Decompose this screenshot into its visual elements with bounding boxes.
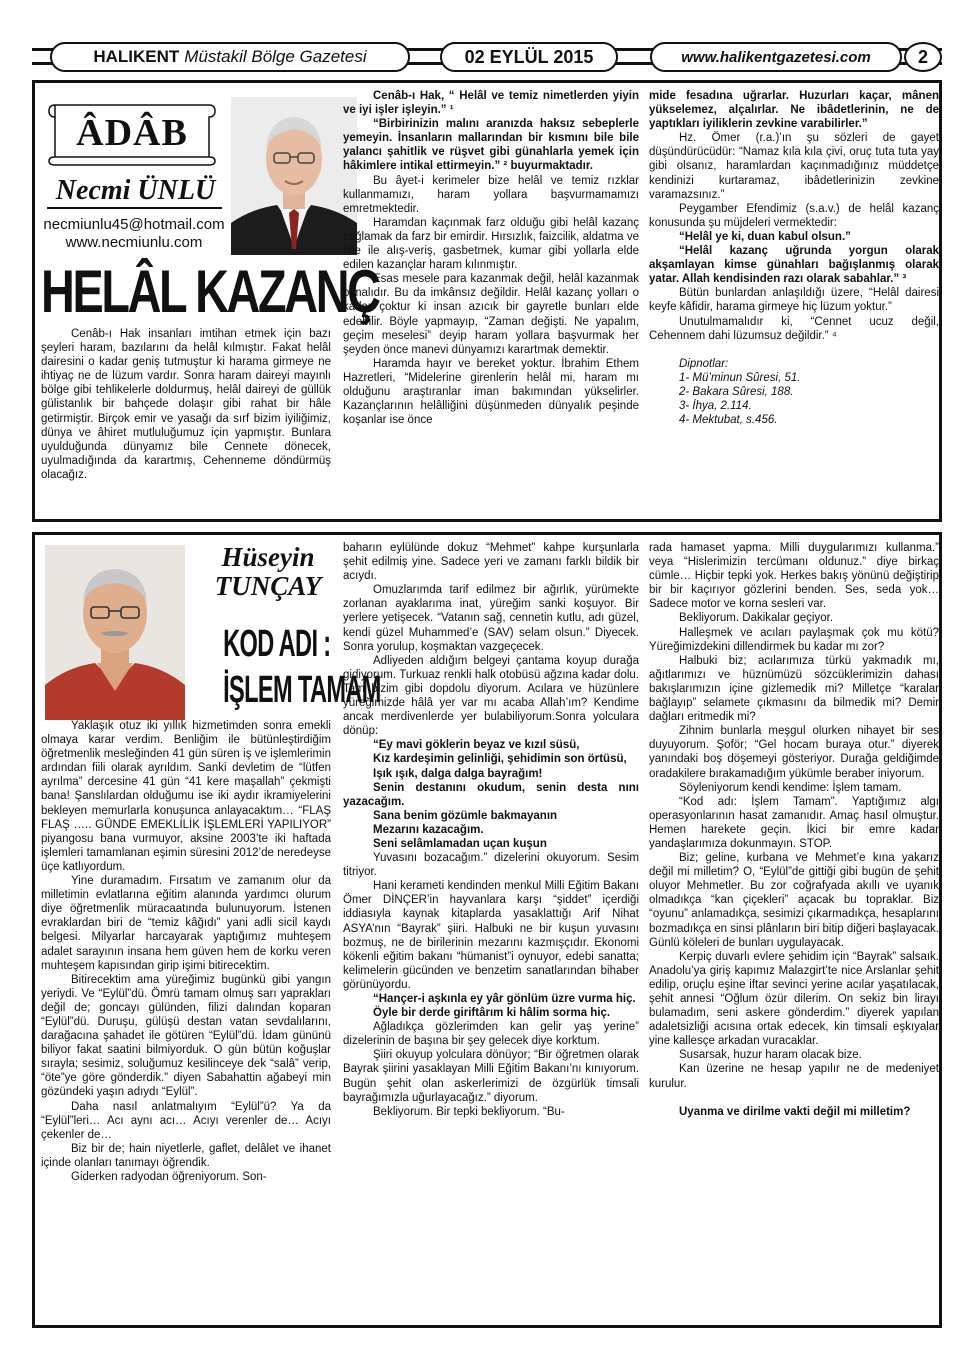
paper-name-pill	[50, 42, 410, 72]
article1-column-2	[343, 89, 639, 517]
title-line: KOD ADI :	[223, 623, 331, 665]
paragraph: Yine duramadım. Fırsatım ve zamanım olur da milletimin evlatlarına eğitim alanında yardımcı olurum diye öğretmenlik müracaatında bulunuyorum. İstenen evraklardan biri de “temiz kâğıdı” yani adli sicil kaydı belgesi. Milyarlar harcayarak yaptığımız muhteşem adalet sarayının insana hem güven hem de korku veren muhteşem kapısından girip işimi bitirecektim.	[41, 875, 331, 972]
paragraph: “Helâl kazanç uğrunda yorgun olarak akşamlayan kimse günahları bağışlanmış olarak yatar. Allah kendisinden razı olarak sabahlar.” ³	[649, 245, 939, 286]
paper-subtitle: Müstakil Bölge Gazetesi	[184, 47, 367, 66]
author-website: www.necmiunlu.com	[65, 234, 203, 251]
author-last-name: TUNÇAY	[214, 571, 322, 601]
paragraph: Haramda hayır ve bereket yoktur. İbrahim Ethem Hazretleri, “Midelerine girenlerin helâl mi, haram mı olduğunu araştıranlar iman bakımından yükselirler. Kazançlarının helâlliğini düşünmeden dünyalık peşinde koşanlar ise önce	[343, 357, 639, 427]
paragraph: Biz bir de; hain niyetlerle, gaflet, delâlet ve ihanet içinde olanları tanımayı öğrendik.	[41, 1142, 331, 1169]
paragraph: Yaklaşık otuz iki yıllık hizmetimden sonra emekli olmaya karar verdim. Benliğim ile bütünleştirdiğim öğretmenlik mesleğinden 41 gün süren iş ve işlemlerimin ardından fiili olarak ayrıldım. Sanki devletim de “lütfen ayrılma” dercesine 41 gün “41 kere maşallah” çekmişti bana! Şanslılardan olduğumu ise iki aydır ikramiyelerini bekleyen memurlarla konuşunca anlayacaktım… “FLAŞ FLAŞ ….. GÜNDE EMEKLİLİK İŞLEMLERİ YAPILIYOR” piyangosu bana vurmuyor, aksine 2003’te iki haftada işlemleri tamamlanan eşimin süresini 2012’de neredeyse üçe katlıyordum.	[41, 720, 331, 873]
poem-line: Senin destanını okudum, senin desta nını yazacağım.	[343, 781, 639, 808]
paragraph: mide fesadına uğrarlar. Huzurları kaçar, mânen yükselemez, alçalırlar. Ne ibâdetlerinin, ne de yaptıkları iyiliklerin zevkine varabilirler.”	[649, 90, 939, 131]
author-name: Necmi ÜNLÜ	[55, 175, 216, 206]
author-photo	[231, 97, 357, 255]
section-logo: ÂDÂB	[76, 112, 188, 154]
poem-line: Yuvasını bozacağım.” dizelerini okuyorum. Sesim titriyor.	[343, 852, 639, 879]
author-name	[193, 543, 343, 601]
paragraph: Bütün bunlardan anlaşıldığı üzere, “Helâl dairesi keyfe kâfidir, harama girmeye hiç lüzum yoktur.”	[649, 287, 939, 314]
paragraph: Bekliyorum. Bir tepki bekliyorum. “Bu-	[373, 1105, 565, 1118]
article1-column-1	[41, 327, 331, 517]
paragraph: Bu âyet-i kerimeler bize helâl ve temiz rızklar kullanmamızı, haram yollara başvurmamamızı emretmektedir.	[343, 174, 639, 215]
footnote: 2- Bakara Sûresi, 188.	[679, 385, 794, 398]
paragraph: Biz; geline, kurbana ve Mehmet’e kına yakarız değil mi milletim? O, “Eylül”de gittiği gibi bugün de şehit oluyor Mehmetler. Bu zor coğrafyada akıllı ve uyanık olmadıkça “kan çiçekleri” açacak bu topraklar. Biz “oyunu” anlamadıkça, sesimizi çıkarmadıkça, hesaplarını bozmadıkça en sinsi plânların biri bitip diğeri başlayacak. Günlü köleleri de bunları uygulayacak.	[649, 852, 939, 949]
paragraph: Unutulmamalıdır ki, “Cennet ucuz değil, Cehennem dahi lüzumsuz değildir.” ⁴	[649, 315, 939, 342]
footnote: 1- Mü’minun Sûresi, 51.	[679, 371, 801, 384]
author-first-name: Hüseyin	[221, 542, 315, 572]
paragraph: “Birbirinizin malını aranızda haksız sebeplerle yemeyin. İnsanların mallarından bir kısmını bile bile yalancı şahitlik ve rüşvet gibi günahlarla yemek için hâkimlere intikal ettirmeyin.” ² buyurmaktadır.	[343, 118, 639, 173]
paragraph: Adliyeden aldığım belgeyi çantama koyup durağa gidiyorum. Turkuaz renkli halk otobüsü ağzına kadar dolu. Tam bizim gibi dopdolu diyorum. Acılara ve hüzünlere yüreğimizde hâlâ yer var mı acaba Allah’ım? Kendime ancak merdivenlerde yer bulabiliyorum.Sonra yolculara dönüp:	[343, 654, 639, 738]
article2-column-3	[649, 541, 939, 1323]
poem-line: Mezarını kazacağım.	[373, 823, 484, 836]
poem-line: “Hançer-i aşkınla ey yâr gönlüm üzre vurma hiç.	[373, 993, 636, 1005]
paragraph: Peygamber Efendimiz (s.a.v.) de helâl kazanç konusunda şu müjdeleri vermektedir:	[649, 202, 939, 229]
page-number: 2	[904, 42, 942, 72]
paragraph: Kerpiç duvarlı evlere şehidim için “Bayrak” salsaık. Anadolu’ya giriş kapımız Malazgirt’te nice Arslanlar şehit edilip, oruçlu eşine iftar sevinci yerine acılar yaşatılacak, şehit annesi “Oğlum özür dilerim. On sekiz bin lirayı bulamadım, seni askere gönderdim.” diyerek yapılan adaletsizliği acısına ortak edecek, kin timsali eşkıyalar yine kallesçe arkadan vuracaklar.	[649, 950, 939, 1048]
poem-line: Sana benim gözümle bakmayanın	[373, 809, 558, 822]
paragraph: Hz. Ömer (r.a.)’ın şu sözleri de gayet düşündürücüdür: “Namaz kıla kıla çivi, oruç tuta tuta yay gibi olsanız, haramlardan kaçınmadığınız müddetçe kendinizi kurtaramaz, ibâdetlerinizin zevkine varamazsınız.”	[649, 132, 939, 201]
article-title	[223, 621, 381, 713]
article-kod-adi	[32, 532, 942, 1328]
poem-line: Ağladıkça gözlerimden kan gelir yaş yerine” dizelerinin de başına bir şey gelecek diye korktum.	[343, 1021, 639, 1048]
paragraph: Bekliyorum. Dakikalar geçiyor.	[679, 612, 834, 625]
paragraph: Giderken radyodan öğreniyorum. Son-	[71, 1171, 267, 1183]
paper-name: HALIKENT	[93, 47, 180, 66]
paragraph: Cenâb-ı Hak, “ Helâl ve temiz nimetlerden yiyin ve iyi işler işleyin.” ¹	[343, 90, 639, 117]
author-underline	[47, 207, 222, 209]
paragraph: Şiiri okuyup yolculara dönüyor; “Bir öğretmen olarak Bayrak şiirini yasaklayan Milli Eğitim Bakanı’nı kınıyorum. Bugün şehit olan askerlerimizi de özgürlük timsali bayrağımızla uğurlayacağız.” diyorum.	[343, 1049, 639, 1104]
article2-column-2	[343, 541, 639, 1323]
paragraph: Halleşmek ve acıları paylaşmak çok mu kötü? Yüreğimizdekini dillendirmek bu kadar mı zor?	[649, 626, 939, 653]
paragraph: Esas mesele para kazanmak değil, helâl kazanmak olmalıdır. Bu da imkânsız değildir. Helâl kazanç yolları o kadar çoktur ki insan azıcık bir gayretle bunları elde edebilir. Böyle yapmayıp, “Zaman değişti. Ne yapalım, geçim meselesi” deyip haram yollara başvurmak her şeyden önce manevi dünyamızı karartmak demektir.	[343, 273, 639, 356]
spacer	[649, 1091, 939, 1105]
issue-date: 02 EYLÜL 2015	[440, 42, 618, 72]
author-photo	[45, 545, 185, 720]
paragraph: “Kod adı: İşlem Tamam”. Yaptığımız algı operasyonlarının hasat zamanıdır. Amaç hasıl olmuştur. Hemen harekete geçin. İkici bir emre kadar yandaşlarımıza dokunmayın. STOP.	[649, 795, 939, 850]
poem-line: Seni selâmlamadan uçan kuşun	[373, 837, 547, 850]
paragraph: Haramdan kaçınmak farz olduğu gibi helâl kazanç sağlamak da farz bir emirdir. Hırsızlık, faizcilik, aldatma ve hile ile alış-veriş, gasbetmek, kumar gibi yollarla elde edilen kazançlar haram kılınmıştır.	[343, 216, 639, 272]
paragraph: Susarsak, huzur haram olacak bize.	[679, 1049, 862, 1062]
poem-line: Işık ışık, dalga dalga bayrağım!	[373, 767, 543, 780]
paragraph: rada hamaset yapma. Milli duygularımızı kullanma.” veya “Hislerimizin tercümanı oldunuz.” diye birkaç cümle… Hiçbir tepki yok. Herkes bakış yönünü değiştirip bir bir kaçırıyor gözlerini benden. Ses, seda yok… Sadece motor ve korna sesleri var.	[649, 542, 939, 611]
spacer	[649, 343, 939, 357]
paper-website: www.halikentgazetesi.com	[650, 42, 902, 72]
paragraph: Söyleniyorum kendi kendime: İşlem tamam.	[679, 781, 902, 794]
article-helal-kazanc	[32, 80, 942, 522]
paragraph: Zihnim bunlarla meşgul olurken nihayet bir ses duyuyorum. Şoför; “Gel hocam buraya otur.” diyerek yanındaki boş döşemeyi gösteriyor. Durağa geldiğimde oradakilere bırakamadığım yükümle beraber iniyorum.	[649, 725, 939, 780]
closing-line: Uyanma ve dirilme vakti değil mi milletim?	[679, 1105, 911, 1118]
title-line: İŞLEM TAMAM	[223, 669, 381, 711]
paragraph: Hani kerameti kendinden menkul Milli Eğitim Bakanı Ömer DİNÇER’in hayvanlara karşı “şiddet” içerdiği iddiasıyla kaynak kitaplarda yasaklattığı Arif Nihat ASYA’nın “Bayrak” şiiri. Halbuki ne bir kuşun yuvasını bozmuş, ne de birilerinin mezarını kazmışçıdır. Ekonomi kökenli eğitim bakanı “hümanist”i oynuyor, edebi sanatta; kelimelerin gücünden ve benzetim sanatlarından bihaber görünüyordu.	[343, 880, 639, 991]
footnote: 3- İhya, 2.114.	[679, 399, 752, 412]
article1-column-3	[649, 89, 939, 517]
paragraph: baharın eylülünde dokuz “Mehmet” kahpe kurşunlarla şehit edilmiş yine. Sadece yeri ve zamanı farklı bildik bir acıydı.	[343, 542, 639, 583]
paragraph: Daha nasıl anlatmalıyım “Eylül”ü? Ya da “Eylül”leri… Acı aynı acı… Acıyı verenler de… Acıyı çekenler de…	[41, 1100, 331, 1141]
poem-line: Kız kardeşimin gelinliği, şehidimin son örtüsü,	[373, 753, 627, 766]
paragraph: Cenâb-ı Hak insanları imtihan etmek için bazı şeyleri haram, bazılarını da helâl kılmıştır. Fakat helâl dairesini o kadar geniş tutmuştur ki harama girmeye ne ihtiyaç ne de lüzum vardır. Sonra haram daireyi mayınlı bölge gibi tehlikelerle doldurmuş, helâl daireyi de güllük gülistanlık bir bahçede dolaşır gibi rahat bir hâle getirmiştir. Birçok emir ve yasağı da sırf bizim iyiliğimiz, dünya ve âhiret mutluluğumuz için yapmıştır. Bunlara uyulduğunda dünyamız bile Cennete dönecek, uyulmadığında da karartmış, Cehenneme döndürmüş olacağız.	[41, 328, 331, 481]
paragraph: Halbuki biz; acılarımıza türkü yakmadık mı, ağıtlarımızı ve hüznümüzü sözcüklerimizin dahası bakışlarımızın içine gizlemedik mi? Milletçe “karalar bağlayıp” selamete çıkmasını da bilmedik mi? Demir dağları eritmedik mi?	[649, 654, 939, 724]
paragraph: Kan üzerine ne hesap yapılır ne de medeniyet kurulur.	[649, 1063, 939, 1090]
paragraph: Bitirecektim ama yüreğimiz bugünkü gibi yangın yeriydi. Ve “Eylül”dü. Ömrü tamam olmuş sarı yaprakları değil de; goncayı gülünden, filizi dalından koparan “Eylül”dü. Duruşu, gülüşü destan vatan sevdalılarını, darağacına şahadet ile götüren “Eylül”dü. İdam gününü biliyor fakat saatini bilmiyorduk. O gün bütün koğuşlar sırayla; sesimiz, soluğumuz kesilinceye dek “salâ” verip, “öte”ye göre gönderdik.” diyen Sabahattin ağabeyi min gözündeki yaşın adıydı “Eylül”.	[41, 973, 331, 1099]
footnote: 4- Mektubat, s.456.	[679, 414, 778, 427]
masthead	[32, 42, 942, 72]
poem-line: “Ey mavi göklerin beyaz ve kızıl süsü,	[373, 739, 580, 752]
poem-line: Öyle bir derde giriftârım ki hâlim sorma hiç.	[373, 1007, 611, 1020]
paragraph: Omuzlarımda tarif edilmez bir ağırlık, yürümekte zorlanan ayaklarıma inat, yüreğim sanki koşuyor. Bir yerlere yetişecek. “Vatanın sağ, cennetin kutlu, adı güzel, kendi güzel Muhammed’e (SAV) selam olsun.” Diyecek. Sonra yorulup, koşmaktan vazgeçecek.	[343, 584, 639, 653]
article2-column-1	[41, 719, 331, 1323]
footnotes-title: Dipnotlar:	[679, 357, 729, 370]
article-title: HELÂL KAZANÇ	[41, 258, 379, 325]
paragraph: “Helâl ye ki, duan kabul olsun.”	[679, 230, 851, 243]
author-email: necmiunlu45@hotmail.com	[43, 216, 225, 233]
